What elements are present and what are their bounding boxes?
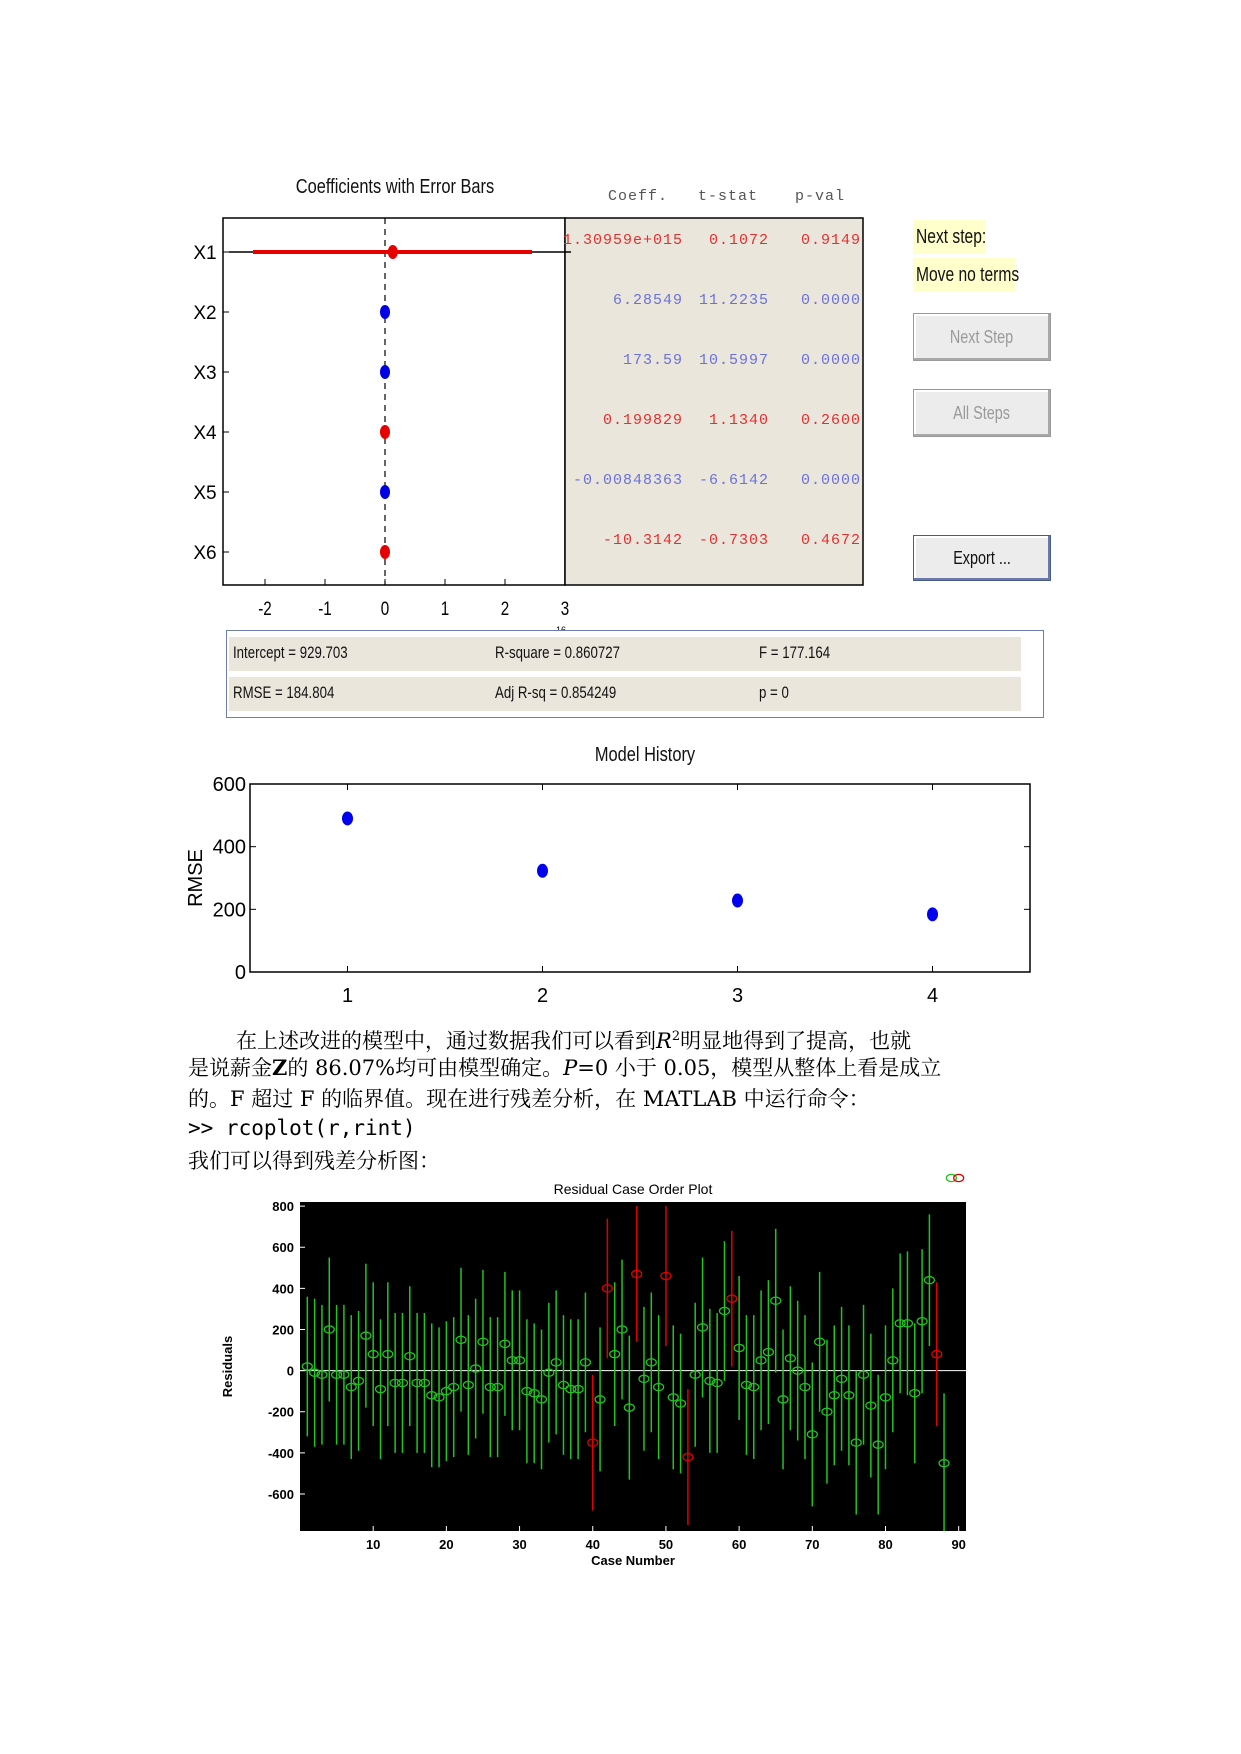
coef-column-header: Coeff. (608, 188, 669, 205)
x-tick-label: 20 (439, 1537, 454, 1552)
y-tick-label: X3 (193, 363, 217, 384)
stats-panel (226, 630, 1044, 718)
x-tick-label: 10 (365, 1537, 381, 1552)
coef-table-cell-coeff: -10.3142 (602, 532, 683, 549)
y-tick-label: 800 (272, 1199, 294, 1215)
coef-table-cell-coeff: 173.59 (622, 352, 683, 369)
rmse-point (537, 864, 548, 878)
y-tick-label: -400 (267, 1445, 294, 1461)
y-tick-label: 600 (272, 1240, 294, 1256)
next-step-box (913, 220, 985, 254)
coef-point (388, 245, 398, 259)
coef-table-cell-coeff: 1.30959e+015 (562, 232, 683, 249)
next-step-button-label: Next Step (950, 326, 1014, 347)
coef-table-cell-pval: 0.0000 (800, 352, 861, 369)
x-tick-label: -1 (318, 597, 332, 620)
residual-chart-title: Residual Case Order Plot (553, 1181, 713, 1197)
coef-table-cell-coeff: 6.28549 (612, 292, 683, 309)
x-tick-label: 30 (512, 1537, 527, 1552)
stat-rmse: RMSE = 184.804 (233, 683, 335, 702)
paragraph-line-2-start: 是说薪金 (188, 1056, 272, 1080)
export-button-label: Export ... (953, 547, 1011, 568)
coef-point (380, 425, 390, 439)
rmse-point (927, 907, 938, 921)
y-tick-label: -200 (267, 1404, 294, 1420)
tstat-column-header: t-stat (698, 188, 759, 205)
coef-table-cell-pval: 0.4672 (800, 532, 861, 549)
next-step-value-box (913, 258, 1020, 292)
x-tick-label: 60 (731, 1537, 747, 1552)
stat-p: p = 0 (759, 683, 789, 702)
x-tick-label: -2 (258, 597, 272, 620)
coef-table-cell-pval: 0.2600 (800, 412, 861, 429)
coef-table-cell-tstat: 10.5997 (698, 352, 769, 369)
x-tick-label: 2 (536, 985, 549, 1007)
r-superscript: 2 (671, 1029, 681, 1044)
x-tick-label: 0 (380, 597, 390, 620)
coef-point (380, 305, 390, 319)
coef-table-cell-tstat: 0.1072 (708, 232, 769, 249)
z-symbol: Z (272, 1055, 288, 1080)
stat-rsquare: R-square = 0.860727 (495, 643, 620, 662)
next-step-label: Next step: (916, 226, 987, 248)
model-history-title: Model History (594, 744, 696, 766)
paragraph-line-2-tail: =0 小于 0.05，模型从整体上看是成立 (577, 1056, 942, 1080)
coef-point (380, 485, 390, 499)
paragraph-line-2 (188, 1053, 941, 1083)
y-tick-label: X5 (193, 483, 217, 504)
stats-row-1 (229, 637, 1021, 671)
x-axis-label: Case Number (591, 1553, 675, 1568)
x-tick-label: 3 (731, 985, 744, 1007)
y-tick-label: 600 (212, 774, 246, 796)
all-steps-button[interactable] (913, 389, 1051, 437)
matlab-command: >> rcoplot(r,rint) (188, 1116, 416, 1140)
y-tick-label: X1 (193, 243, 217, 264)
export-button[interactable] (913, 535, 1051, 581)
y-tick-label: X2 (193, 303, 217, 324)
residual-point (954, 1174, 964, 1181)
residual-plot-area (300, 1202, 966, 1531)
y-tick-label: 0 (234, 962, 246, 984)
y-axis-label: RMSE (185, 849, 207, 907)
x-tick-label: 1 (440, 597, 450, 620)
model-history-chart (180, 770, 1060, 1010)
y-tick-label: 200 (272, 1322, 294, 1338)
coef-table-cell-coeff: -0.00848363 (572, 472, 683, 489)
coef-table-cell-tstat: 1.1340 (708, 412, 769, 429)
coef-table-cell-pval: 0.9149 (800, 232, 861, 249)
y-tick-label: X6 (193, 543, 217, 564)
y-axis-label: Residuals (220, 1335, 235, 1398)
x-tick-label: 1 (341, 985, 354, 1007)
stat-intercept: Intercept = 929.703 (233, 643, 348, 662)
paragraph-line-1 (236, 1022, 911, 1056)
coef-table-cell-tstat: -0.7303 (698, 532, 769, 549)
coef-chart-title: Coefficients with Error Bars (295, 176, 495, 198)
stats-row-2 (229, 677, 1021, 711)
next-step-button[interactable] (913, 313, 1051, 361)
x-tick-label: 3 (560, 597, 570, 620)
p-symbol: P (563, 1056, 578, 1080)
rmse-point (732, 894, 743, 908)
paragraph-line-5: 我们可以得到残差分析图： (188, 1149, 440, 1173)
x-tick-label: 40 (585, 1537, 600, 1552)
model-history-plot-area (250, 784, 1030, 972)
rmse-point (342, 811, 353, 825)
x-tick-label: 50 (658, 1537, 674, 1552)
y-tick-label: 400 (212, 836, 246, 859)
x-tick-label: 2 (500, 597, 510, 620)
coef-point (380, 365, 390, 379)
pval-column-header: p-val (795, 188, 846, 205)
y-tick-label: X4 (193, 423, 217, 444)
next-step-value: Move no terms (916, 264, 1020, 286)
r-symbol: R (656, 1029, 672, 1053)
residual-chart (200, 1178, 1000, 1578)
all-steps-button-label: All Steps (953, 402, 1011, 423)
coef-table (562, 216, 865, 586)
y-tick-label: -600 (267, 1486, 294, 1502)
y-tick-label: 200 (212, 899, 246, 922)
stat-adjrsq: Adj R-sq = 0.854249 (495, 683, 617, 702)
coef-table-cell-pval: 0.0000 (800, 472, 861, 489)
paragraph-line-3: 的。F 超过 F 的临界值。现在进行残差分析，在 MATLAB 中运行命令： (188, 1087, 870, 1111)
y-tick-label: 400 (272, 1281, 294, 1297)
paragraph-line-1-end: 明显地得到了提高，也就 (680, 1029, 912, 1053)
coef-plot-area (223, 218, 565, 585)
coef-table-cell-coeff: 0.199829 (602, 412, 683, 429)
stat-f: F = 177.164 (759, 643, 831, 662)
x-tick-label: 4 (926, 985, 939, 1007)
y-tick-label: 0 (286, 1363, 294, 1379)
coef-table-cell-pval: 0.0000 (800, 292, 861, 309)
x-tick-label: 90 (951, 1537, 966, 1552)
x-tick-label: 80 (878, 1537, 893, 1552)
coef-point (380, 545, 390, 559)
paragraph-line-2-end: 的 86.07%均可由模型确定。 (287, 1056, 564, 1080)
x-tick-label: 70 (805, 1537, 820, 1552)
paragraph-line-1-text: 在上述改进的模型中，通过数据我们可以看到 (236, 1029, 656, 1053)
coef-table-cell-tstat: 11.2235 (698, 292, 769, 309)
coef-table-cell-tstat: -6.6142 (698, 472, 769, 489)
